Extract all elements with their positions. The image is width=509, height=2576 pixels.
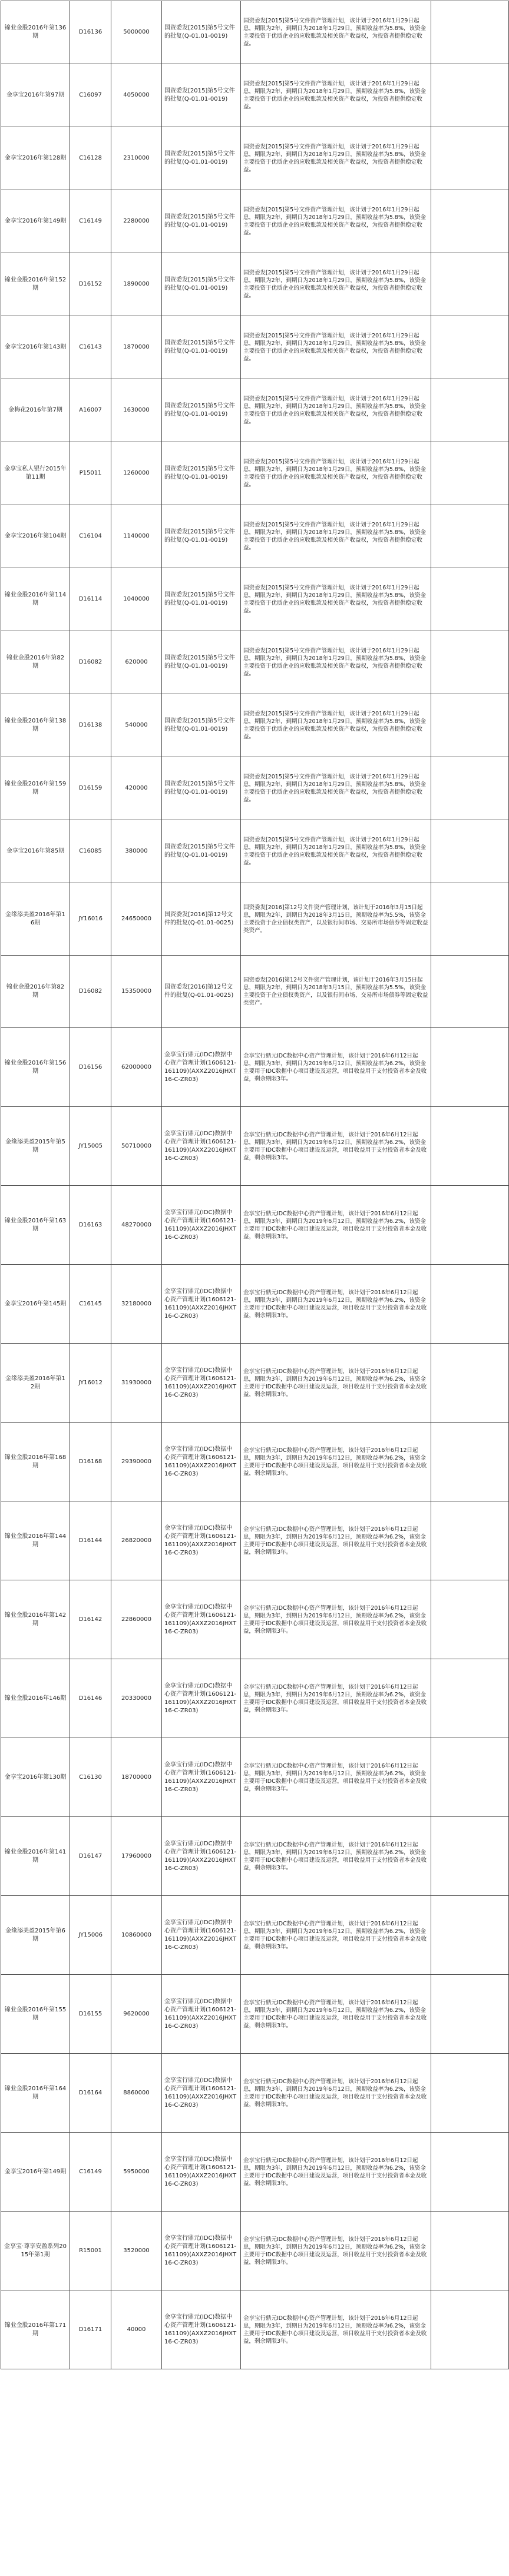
invested-amount: 40000 xyxy=(111,2290,162,2369)
table-row xyxy=(1,1817,509,1896)
asset-description: 国资委发[2015]第5号文件资产管理计划，该计划于2016年1月29日起息，期限为2年，到期日为2018年1月29日，预期收益率为5.8%，该资金主要投资于优质企业的应收账款及相关资产收益权，为投资者提供稳定收益。 xyxy=(241,442,431,505)
invested-amount: 3520000 xyxy=(111,2212,162,2290)
product-name: 锦业金股2016年第156期 xyxy=(1,1028,70,1107)
asset-plan-name: 国资委发[2015]第5号文件的批复(Q-01.01-0019) xyxy=(162,1,241,64)
product-name: 金享宝·尊享安盈系列2015年第1期 xyxy=(1,2212,70,2290)
asset-plan-name: 国资委发[2015]第5号文件的批复(Q-01.01-0019) xyxy=(162,694,241,757)
asset-description: 金享宝行鼎元IDC数据中心资产管理计划，该计划于2016年6月12日起息，期限为3年，到期日为2019年6月12日，预期收益率为6.2%，该资金主要用于IDC数据中心项目建设及运营，项目收益用于支付投资者本金及收益，剩余期限3年。 xyxy=(241,1738,431,1817)
empty-cell xyxy=(431,1344,509,1423)
asset-description: 金享宝行鼎元IDC数据中心资产管理计划，该计划于2016年6月12日起息，期限为3年，到期日为2019年6月12日，预期收益率为6.2%，该资金主要用于IDC数据中心项目建设及运营，项目收益用于支付投资者本金及收益，剩余期限3年。 xyxy=(241,1186,431,1265)
table-row xyxy=(1,883,509,956)
asset-description: 金享宝行鼎元IDC数据中心资产管理计划，该计划于2016年6月12日起息，期限为3年，到期日为2019年6月12日，预期收益率为6.2%，该资金主要用于IDC数据中心项目建设及运营，项目收益用于支付投资者本金及收益，剩余期限3年。 xyxy=(241,2290,431,2369)
table-row xyxy=(1,568,509,631)
asset-description: 国资委发[2015]第5号文件资产管理计划，该计划于2016年1月29日起息，期限为2年，到期日为2018年1月29日，预期收益率为5.8%，该资金主要投资于优质企业的应收账款及相关资产收益权，为投资者提供稳定收益。 xyxy=(241,379,431,442)
product-code: D16136 xyxy=(70,1,111,64)
asset-plan-name: 金享宝行鼎元(IDC)数据中心资产管理计划(1606121-161109)(AXXZ2016JHXT16-C-ZR03) xyxy=(162,1817,241,1896)
empty-cell xyxy=(431,1107,509,1186)
invested-amount: 48270000 xyxy=(111,1186,162,1265)
asset-plan-name: 金享宝行鼎元(IDC)数据中心资产管理计划(1606121-161109)(AXXZ2016JHXT16-C-ZR03) xyxy=(162,2133,241,2212)
empty-cell xyxy=(431,127,509,190)
table-row xyxy=(1,127,509,190)
table-row xyxy=(1,1344,509,1423)
table-row xyxy=(1,1975,509,2054)
empty-cell xyxy=(431,2133,509,2212)
product-name: 金梅花2016年第7期 xyxy=(1,379,70,442)
table-row xyxy=(1,442,509,505)
invested-amount: 20330000 xyxy=(111,1659,162,1738)
table-row xyxy=(1,820,509,883)
empty-cell xyxy=(431,1028,509,1107)
product-name: 金享宝2016年第128期 xyxy=(1,127,70,190)
asset-description: 金享宝行鼎元IDC数据中心资产管理计划，该计划于2016年6月12日起息，期限为3年，到期日为2019年6月12日，预期收益率为6.2%，该资金主要用于IDC数据中心项目建设及运营，项目收益用于支付投资者本金及收益，剩余期限3年。 xyxy=(241,1975,431,2054)
product-code: D16146 xyxy=(70,1659,111,1738)
asset-plan-name: 国资委发[2016]第12号文件的批复(Q-01.01-0025) xyxy=(162,883,241,956)
table-row xyxy=(1,1580,509,1659)
asset-description: 金享宝行鼎元IDC数据中心资产管理计划，该计划于2016年6月12日起息，期限为3年，到期日为2019年6月12日，预期收益率为6.2%，该资金主要用于IDC数据中心项目建设及运营，项目收益用于支付投资者本金及收益，剩余期限3年。 xyxy=(241,1423,431,1501)
table-row xyxy=(1,316,509,379)
product-name: 锦业金股2016年第163期 xyxy=(1,1186,70,1265)
product-code: C16149 xyxy=(70,2133,111,2212)
invested-amount: 1890000 xyxy=(111,253,162,316)
asset-description: 金享宝行鼎元IDC数据中心资产管理计划，该计划于2016年6月12日起息，期限为3年，到期日为2019年6月12日，预期收益率为6.2%，该资金主要用于IDC数据中心项目建设及运营，项目收益用于支付投资者本金及收益，剩余期限3年。 xyxy=(241,1265,431,1344)
product-code: R15001 xyxy=(70,2212,111,2290)
table-row xyxy=(1,1,509,64)
asset-description: 国资委发[2015]第5号文件资产管理计划，该计划于2016年1月29日起息，期限为2年，到期日为2018年1月29日，预期收益率为5.8%，该资金主要投资于优质企业的应收账款及相关资产收益权，为投资者提供稳定收益。 xyxy=(241,1,431,64)
table-row xyxy=(1,379,509,442)
asset-description: 国资委发[2015]第5号文件资产管理计划，该计划于2016年1月29日起息，期限为2年，到期日为2018年1月29日，预期收益率为5.8%，该资金主要投资于优质企业的应收账款及相关资产收益权，为投资者提供稳定收益。 xyxy=(241,757,431,820)
invested-amount: 50710000 xyxy=(111,1107,162,1186)
invested-amount: 380000 xyxy=(111,820,162,883)
asset-description: 国资委发[2015]第5号文件资产管理计划，该计划于2016年1月29日起息，期限为2年，到期日为2018年1月29日，预期收益率为5.8%，该资金主要投资于优质企业的应收账款及相关资产收益权，为投资者提供稳定收益。 xyxy=(241,64,431,127)
table-row xyxy=(1,1738,509,1817)
product-name: 锦业金股2016年第152期 xyxy=(1,253,70,316)
product-name: 金享宝2016年第130期 xyxy=(1,1738,70,1817)
invested-amount: 29390000 xyxy=(111,1423,162,1501)
product-name: 金享宝2016年第149期 xyxy=(1,190,70,253)
table-row xyxy=(1,505,509,568)
asset-description: 国资委发[2015]第5号文件资产管理计划，该计划于2016年1月29日起息，期限为2年，到期日为2018年1月29日，预期收益率为5.8%，该资金主要投资于优质企业的应收账款及相关资产收益权，为投资者提供稳定收益。 xyxy=(241,190,431,253)
empty-cell xyxy=(431,1501,509,1580)
asset-plan-name: 金享宝行鼎元(IDC)数据中心资产管理计划(1606121-161109)(AXXZ2016JHXT16-C-ZR03) xyxy=(162,1265,241,1344)
asset-description: 金享宝行鼎元IDC数据中心资产管理计划，该计划于2016年6月12日起息，期限为3年，到期日为2019年6月12日，预期收益率为6.2%，该资金主要用于IDC数据中心项目建设及运营，项目收益用于支付投资者本金及收益，剩余期限3年。 xyxy=(241,1659,431,1738)
product-code: D16147 xyxy=(70,1817,111,1896)
asset-plan-name: 金享宝行鼎元(IDC)数据中心资产管理计划(1606121-161109)(AXXZ2016JHXT16-C-ZR03) xyxy=(162,1423,241,1501)
empty-cell xyxy=(431,1817,509,1896)
asset-plan-name: 金享宝行鼎元(IDC)数据中心资产管理计划(1606121-161109)(AXXZ2016JHXT16-C-ZR03) xyxy=(162,1344,241,1423)
asset-plan-name: 金享宝行鼎元(IDC)数据中心资产管理计划(1606121-161109)(AXXZ2016JHXT16-C-ZR03) xyxy=(162,1501,241,1580)
table-row xyxy=(1,2133,509,2212)
product-name: 金缘添美盈2016年第16期 xyxy=(1,883,70,956)
product-code: C16149 xyxy=(70,190,111,253)
asset-description: 金享宝行鼎元IDC数据中心资产管理计划，该计划于2016年6月12日起息，期限为3年，到期日为2019年6月12日，预期收益率为6.2%，该资金主要用于IDC数据中心项目建设及运营，项目收益用于支付投资者本金及收益，剩余期限3年。 xyxy=(241,1501,431,1580)
invested-amount: 540000 xyxy=(111,694,162,757)
asset-description: 金享宝行鼎元IDC数据中心资产管理计划，该计划于2016年6月12日起息，期限为3年，到期日为2019年6月12日，预期收益率为6.2%，该资金主要用于IDC数据中心项目建设及运营，项目收益用于支付投资者本金及收益，剩余期限3年。 xyxy=(241,1107,431,1186)
asset-description: 金享宝行鼎元IDC数据中心资产管理计划，该计划于2016年6月12日起息，期限为3年，到期日为2019年6月12日，预期收益率为6.2%，该资金主要用于IDC数据中心项目建设及运营，项目收益用于支付投资者本金及收益，剩余期限3年。 xyxy=(241,2133,431,2212)
asset-plan-name: 国资委发[2015]第5号文件的批复(Q-01.01-0019) xyxy=(162,568,241,631)
invested-amount: 4050000 xyxy=(111,64,162,127)
product-name: 锦业金股2016年第114期 xyxy=(1,568,70,631)
product-code: D16142 xyxy=(70,1580,111,1659)
asset-plan-name: 金享宝行鼎元(IDC)数据中心资产管理计划(1606121-161109)(AXXZ2016JHXT16-C-ZR03) xyxy=(162,1738,241,1817)
invested-amount: 420000 xyxy=(111,757,162,820)
table-row xyxy=(1,1107,509,1186)
product-name: 锦业金股2016年第82期 xyxy=(1,631,70,694)
table-row xyxy=(1,1186,509,1265)
product-code: D16164 xyxy=(70,2054,111,2133)
product-code: JY16012 xyxy=(70,1344,111,1423)
invested-amount: 1040000 xyxy=(111,568,162,631)
asset-plan-name: 金享宝行鼎元(IDC)数据中心资产管理计划(1606121-161109)(AXXZ2016JHXT16-C-ZR03) xyxy=(162,1975,241,2054)
empty-cell xyxy=(431,631,509,694)
product-name: 金享宝2016年第85期 xyxy=(1,820,70,883)
product-code: D16156 xyxy=(70,1028,111,1107)
table-row xyxy=(1,190,509,253)
empty-cell xyxy=(431,316,509,379)
product-code: P15011 xyxy=(70,442,111,505)
empty-cell xyxy=(431,1,509,64)
asset-description: 金享宝行鼎元IDC数据中心资产管理计划，该计划于2016年6月12日起息，期限为3年，到期日为2019年6月12日，预期收益率为6.2%，该资金主要用于IDC数据中心项目建设及运营，项目收益用于支付投资者本金及收益，剩余期限3年。 xyxy=(241,1817,431,1896)
empty-cell xyxy=(431,1580,509,1659)
asset-plan-name: 国资委发[2015]第5号文件的批复(Q-01.01-0019) xyxy=(162,379,241,442)
invested-amount: 24650000 xyxy=(111,883,162,956)
asset-description: 金享宝行鼎元IDC数据中心资产管理计划，该计划于2016年6月12日起息，期限为3年，到期日为2019年6月12日，预期收益率为6.2%，该资金主要用于IDC数据中心项目建设及运营，项目收益用于支付投资者本金及收益，剩余期限3年。 xyxy=(241,1344,431,1423)
asset-description: 国资委发[2015]第5号文件资产管理计划，该计划于2016年1月29日起息，期限为2年，到期日为2018年1月29日，预期收益率为5.8%，该资金主要投资于优质企业的应收账款及相关资产收益权，为投资者提供稳定收益。 xyxy=(241,505,431,568)
empty-cell xyxy=(431,442,509,505)
empty-cell xyxy=(431,956,509,1028)
asset-plan-name: 金享宝行鼎元(IDC)数据中心资产管理计划(1606121-161109)(AXXZ2016JHXT16-C-ZR03) xyxy=(162,1580,241,1659)
asset-description: 国资委发[2016]第12号文件资产管理计划，该计划于2016年3月15日起息，期限为2年，到期日为2018年3月15日，预期收益率为5.5%，该资金主要投资于企业债权类资产，以及银行间市场、交易所市场债券等固定收益类资产。 xyxy=(241,956,431,1028)
product-name: 锦业金股2016年第171期 xyxy=(1,2290,70,2369)
invested-amount: 9620000 xyxy=(111,1975,162,2054)
asset-plan-name: 金享宝行鼎元(IDC)数据中心资产管理计划(1606121-161109)(AXXZ2016JHXT16-C-ZR03) xyxy=(162,1896,241,1975)
asset-plan-name: 国资委发[2015]第5号文件的批复(Q-01.01-0019) xyxy=(162,631,241,694)
table-row xyxy=(1,956,509,1028)
product-name: 金享宝2016年第149期 xyxy=(1,2133,70,2212)
product-code: D16082 xyxy=(70,631,111,694)
asset-plan-name: 金享宝行鼎元(IDC)数据中心资产管理计划(1606121-161109)(AXXZ2016JHXT16-C-ZR03) xyxy=(162,1659,241,1738)
empty-cell xyxy=(431,505,509,568)
invested-amount: 1260000 xyxy=(111,442,162,505)
product-code: D16138 xyxy=(70,694,111,757)
empty-cell xyxy=(431,190,509,253)
asset-description: 国资委发[2016]第12号文件资产管理计划，该计划于2016年3月15日起息，期限为2年，到期日为2018年3月15日，预期收益率为5.5%，该资金主要投资于企业债权类资产，以及银行间市场、交易所市场债券等固定收益类资产。 xyxy=(241,883,431,956)
empty-cell xyxy=(431,1423,509,1501)
asset-plan-name: 国资委发[2015]第5号文件的批复(Q-01.01-0019) xyxy=(162,190,241,253)
empty-cell xyxy=(431,1738,509,1817)
product-name: 锦业金股2016年第144期 xyxy=(1,1501,70,1580)
invested-amount: 10860000 xyxy=(111,1896,162,1975)
asset-description: 金享宝行鼎元IDC数据中心资产管理计划，该计划于2016年6月12日起息，期限为3年，到期日为2019年6月12日，预期收益率为6.2%，该资金主要用于IDC数据中心项目建设及运营，项目收益用于支付投资者本金及收益，剩余期限3年。 xyxy=(241,1028,431,1107)
asset-plan-name: 国资委发[2015]第5号文件的批复(Q-01.01-0019) xyxy=(162,820,241,883)
product-name: 金享宝2016年第145期 xyxy=(1,1265,70,1344)
product-code: JY16016 xyxy=(70,883,111,956)
product-name: 锦业金股2016年第155期 xyxy=(1,1975,70,2054)
invested-amount: 1140000 xyxy=(111,505,162,568)
product-name: 金缘添美盈2015年第6期 xyxy=(1,1896,70,1975)
product-name: 金享宝私人银行2015年第11期 xyxy=(1,442,70,505)
product-code: JY15005 xyxy=(70,1107,111,1186)
empty-cell xyxy=(431,64,509,127)
asset-plan-name: 金享宝行鼎元(IDC)数据中心资产管理计划(1606121-161109)(AXXZ2016JHXT16-C-ZR03) xyxy=(162,1107,241,1186)
table-row xyxy=(1,631,509,694)
asset-description: 国资委发[2015]第5号文件资产管理计划，该计划于2016年1月29日起息，期限为2年，到期日为2018年1月29日，预期收益率为5.8%，该资金主要投资于优质企业的应收账款及相关资产收益权，为投资者提供稳定收益。 xyxy=(241,127,431,190)
empty-cell xyxy=(431,1975,509,2054)
product-name: 金享宝2016年第143期 xyxy=(1,316,70,379)
product-name: 金享宝2016年第97期 xyxy=(1,64,70,127)
product-code: D16171 xyxy=(70,2290,111,2369)
asset-plan-name: 国资委发[2015]第5号文件的批复(Q-01.01-0019) xyxy=(162,64,241,127)
asset-description: 国资委发[2015]第5号文件资产管理计划，该计划于2016年1月29日起息，期限为2年，到期日为2018年1月29日，预期收益率为5.8%，该资金主要投资于优质企业的应收账款及相关资产收益权，为投资者提供稳定收益。 xyxy=(241,253,431,316)
table-row xyxy=(1,1896,509,1975)
table-row xyxy=(1,2212,509,2290)
invested-amount: 26820000 xyxy=(111,1501,162,1580)
product-code: C16130 xyxy=(70,1738,111,1817)
product-name: 锦业金股2016年第136期 xyxy=(1,1,70,64)
table-row xyxy=(1,253,509,316)
asset-plan-name: 金享宝行鼎元(IDC)数据中心资产管理计划(1606121-161109)(AXXZ2016JHXT16-C-ZR03) xyxy=(162,2054,241,2133)
asset-description: 国资委发[2015]第5号文件资产管理计划，该计划于2016年1月29日起息，期限为2年，到期日为2018年1月29日，预期收益率为5.8%，该资金主要投资于优质企业的应收账款及相关资产收益权，为投资者提供稳定收益。 xyxy=(241,568,431,631)
invested-amount: 2310000 xyxy=(111,127,162,190)
table-row xyxy=(1,64,509,127)
asset-plan-name: 国资委发[2015]第5号文件的批复(Q-01.01-0019) xyxy=(162,316,241,379)
asset-plan-name: 国资委发[2015]第5号文件的批复(Q-01.01-0019) xyxy=(162,442,241,505)
empty-cell xyxy=(431,1659,509,1738)
product-code: D16082 xyxy=(70,956,111,1028)
table-row xyxy=(1,1265,509,1344)
invested-amount: 2280000 xyxy=(111,190,162,253)
product-code: D16152 xyxy=(70,253,111,316)
empty-cell xyxy=(431,1265,509,1344)
empty-cell xyxy=(431,2054,509,2133)
product-code: C16143 xyxy=(70,316,111,379)
invested-amount: 1630000 xyxy=(111,379,162,442)
invested-amount: 31930000 xyxy=(111,1344,162,1423)
table-row xyxy=(1,2054,509,2133)
asset-plan-name: 金享宝行鼎元(IDC)数据中心资产管理计划(1606121-161109)(AXXZ2016JHXT16-C-ZR03) xyxy=(162,2290,241,2369)
product-name: 锦业金股2016年146期 xyxy=(1,1659,70,1738)
product-code: D16159 xyxy=(70,757,111,820)
invested-amount: 5950000 xyxy=(111,2133,162,2212)
product-name: 锦业金股2016年第138期 xyxy=(1,694,70,757)
table-row xyxy=(1,694,509,757)
empty-cell xyxy=(431,379,509,442)
asset-disclosure-table xyxy=(1,1,509,2369)
invested-amount: 22860000 xyxy=(111,1580,162,1659)
empty-cell xyxy=(431,2212,509,2290)
asset-description: 金享宝行鼎元IDC数据中心资产管理计划，该计划于2016年6月12日起息，期限为3年，到期日为2019年6月12日，预期收益率为6.2%，该资金主要用于IDC数据中心项目建设及运营，项目收益用于支付投资者本金及收益，剩余期限3年。 xyxy=(241,2054,431,2133)
product-code: D16155 xyxy=(70,1975,111,2054)
empty-cell xyxy=(431,820,509,883)
product-code: C16104 xyxy=(70,505,111,568)
table-row xyxy=(1,1423,509,1501)
product-code: D16168 xyxy=(70,1423,111,1501)
product-code: D16114 xyxy=(70,568,111,631)
invested-amount: 62000000 xyxy=(111,1028,162,1107)
asset-description: 国资委发[2015]第5号文件资产管理计划，该计划于2016年1月29日起息，期限为2年，到期日为2018年1月29日，预期收益率为5.8%，该资金主要投资于优质企业的应收账款及相关资产收益权，为投资者提供稳定收益。 xyxy=(241,694,431,757)
asset-plan-name: 国资委发[2016]第12号文件的批复(Q-01.01-0025) xyxy=(162,956,241,1028)
empty-cell xyxy=(431,757,509,820)
empty-cell xyxy=(431,1186,509,1265)
asset-plan-name: 国资委发[2015]第5号文件的批复(Q-01.01-0019) xyxy=(162,253,241,316)
asset-description: 国资委发[2015]第5号文件资产管理计划，该计划于2016年1月29日起息，期限为2年，到期日为2018年1月29日，预期收益率为5.8%，该资金主要投资于优质企业的应收账款及相关资产收益权，为投资者提供稳定收益。 xyxy=(241,316,431,379)
asset-description: 金享宝行鼎元IDC数据中心资产管理计划，该计划于2016年6月12日起息，期限为3年，到期日为2019年6月12日，预期收益率为6.2%，该资金主要用于IDC数据中心项目建设及运营，项目收益用于支付投资者本金及收益，剩余期限3年。 xyxy=(241,2212,431,2290)
invested-amount: 15350000 xyxy=(111,956,162,1028)
table-body xyxy=(1,1,509,2369)
product-code: A16007 xyxy=(70,379,111,442)
product-name: 金缘添美盈2016年第12期 xyxy=(1,1344,70,1423)
empty-cell xyxy=(431,568,509,631)
table-row xyxy=(1,1501,509,1580)
asset-plan-name: 金享宝行鼎元(IDC)数据中心资产管理计划(1606121-161109)(AXXZ2016JHXT16-C-ZR03) xyxy=(162,1028,241,1107)
product-code: D16144 xyxy=(70,1501,111,1580)
asset-plan-name: 国资委发[2015]第5号文件的批复(Q-01.01-0019) xyxy=(162,505,241,568)
product-code: C16145 xyxy=(70,1265,111,1344)
asset-description: 金享宝行鼎元IDC数据中心资产管理计划，该计划于2016年6月12日起息，期限为3年，到期日为2019年6月12日，预期收益率为6.2%，该资金主要用于IDC数据中心项目建设及运营，项目收益用于支付投资者本金及收益，剩余期限3年。 xyxy=(241,1580,431,1659)
product-name: 锦业金股2016年第168期 xyxy=(1,1423,70,1501)
invested-amount: 620000 xyxy=(111,631,162,694)
invested-amount: 17960000 xyxy=(111,1817,162,1896)
product-code: C16097 xyxy=(70,64,111,127)
empty-cell xyxy=(431,1896,509,1975)
asset-plan-name: 国资委发[2015]第5号文件的批复(Q-01.01-0019) xyxy=(162,757,241,820)
invested-amount: 32180000 xyxy=(111,1265,162,1344)
empty-cell xyxy=(431,883,509,956)
product-name: 锦业金股2016年第159期 xyxy=(1,757,70,820)
invested-amount: 1870000 xyxy=(111,316,162,379)
invested-amount: 5000000 xyxy=(111,1,162,64)
product-name: 锦业金股2016年第164期 xyxy=(1,2054,70,2133)
product-code: C16085 xyxy=(70,820,111,883)
empty-cell xyxy=(431,253,509,316)
product-code: JY15006 xyxy=(70,1896,111,1975)
invested-amount: 18700000 xyxy=(111,1738,162,1817)
product-code: C16128 xyxy=(70,127,111,190)
product-name: 锦业金股2016年第141期 xyxy=(1,1817,70,1896)
empty-cell xyxy=(431,2290,509,2369)
asset-description: 国资委发[2015]第5号文件资产管理计划，该计划于2016年1月29日起息，期限为2年，到期日为2018年1月29日，预期收益率为5.8%，该资金主要投资于优质企业的应收账款及相关资产收益权，为投资者提供稳定收益。 xyxy=(241,631,431,694)
table-row xyxy=(1,757,509,820)
asset-plan-name: 国资委发[2015]第5号文件的批复(Q-01.01-0019) xyxy=(162,127,241,190)
asset-plan-name: 金享宝行鼎元(IDC)数据中心资产管理计划(1606121-161109)(AXXZ2016JHXT16-C-ZR03) xyxy=(162,1186,241,1265)
asset-description: 国资委发[2015]第5号文件资产管理计划，该计划于2016年1月29日起息，期限为2年，到期日为2018年1月29日，预期收益率为5.8%，该资金主要投资于优质企业的应收账款及相关资产收益权，为投资者提供稳定收益。 xyxy=(241,820,431,883)
asset-description: 金享宝行鼎元IDC数据中心资产管理计划，该计划于2016年6月12日起息，期限为3年，到期日为2019年6月12日，预期收益率为6.2%，该资金主要用于IDC数据中心项目建设及运营，项目收益用于支付投资者本金及收益，剩余期限3年。 xyxy=(241,1896,431,1975)
product-name: 锦业金股2016年第82期 xyxy=(1,956,70,1028)
table-row xyxy=(1,1028,509,1107)
product-name: 金缘添美盈2015年第5期 xyxy=(1,1107,70,1186)
asset-plan-name: 金享宝行鼎元(IDC)数据中心资产管理计划(1606121-161109)(AXXZ2016JHXT16-C-ZR03) xyxy=(162,2212,241,2290)
empty-cell xyxy=(431,694,509,757)
table-row xyxy=(1,2290,509,2369)
product-name: 金享宝2016年第104期 xyxy=(1,505,70,568)
invested-amount: 8860000 xyxy=(111,2054,162,2133)
product-name: 锦业金股2016年第142期 xyxy=(1,1580,70,1659)
product-code: D16163 xyxy=(70,1186,111,1265)
table-row xyxy=(1,1659,509,1738)
